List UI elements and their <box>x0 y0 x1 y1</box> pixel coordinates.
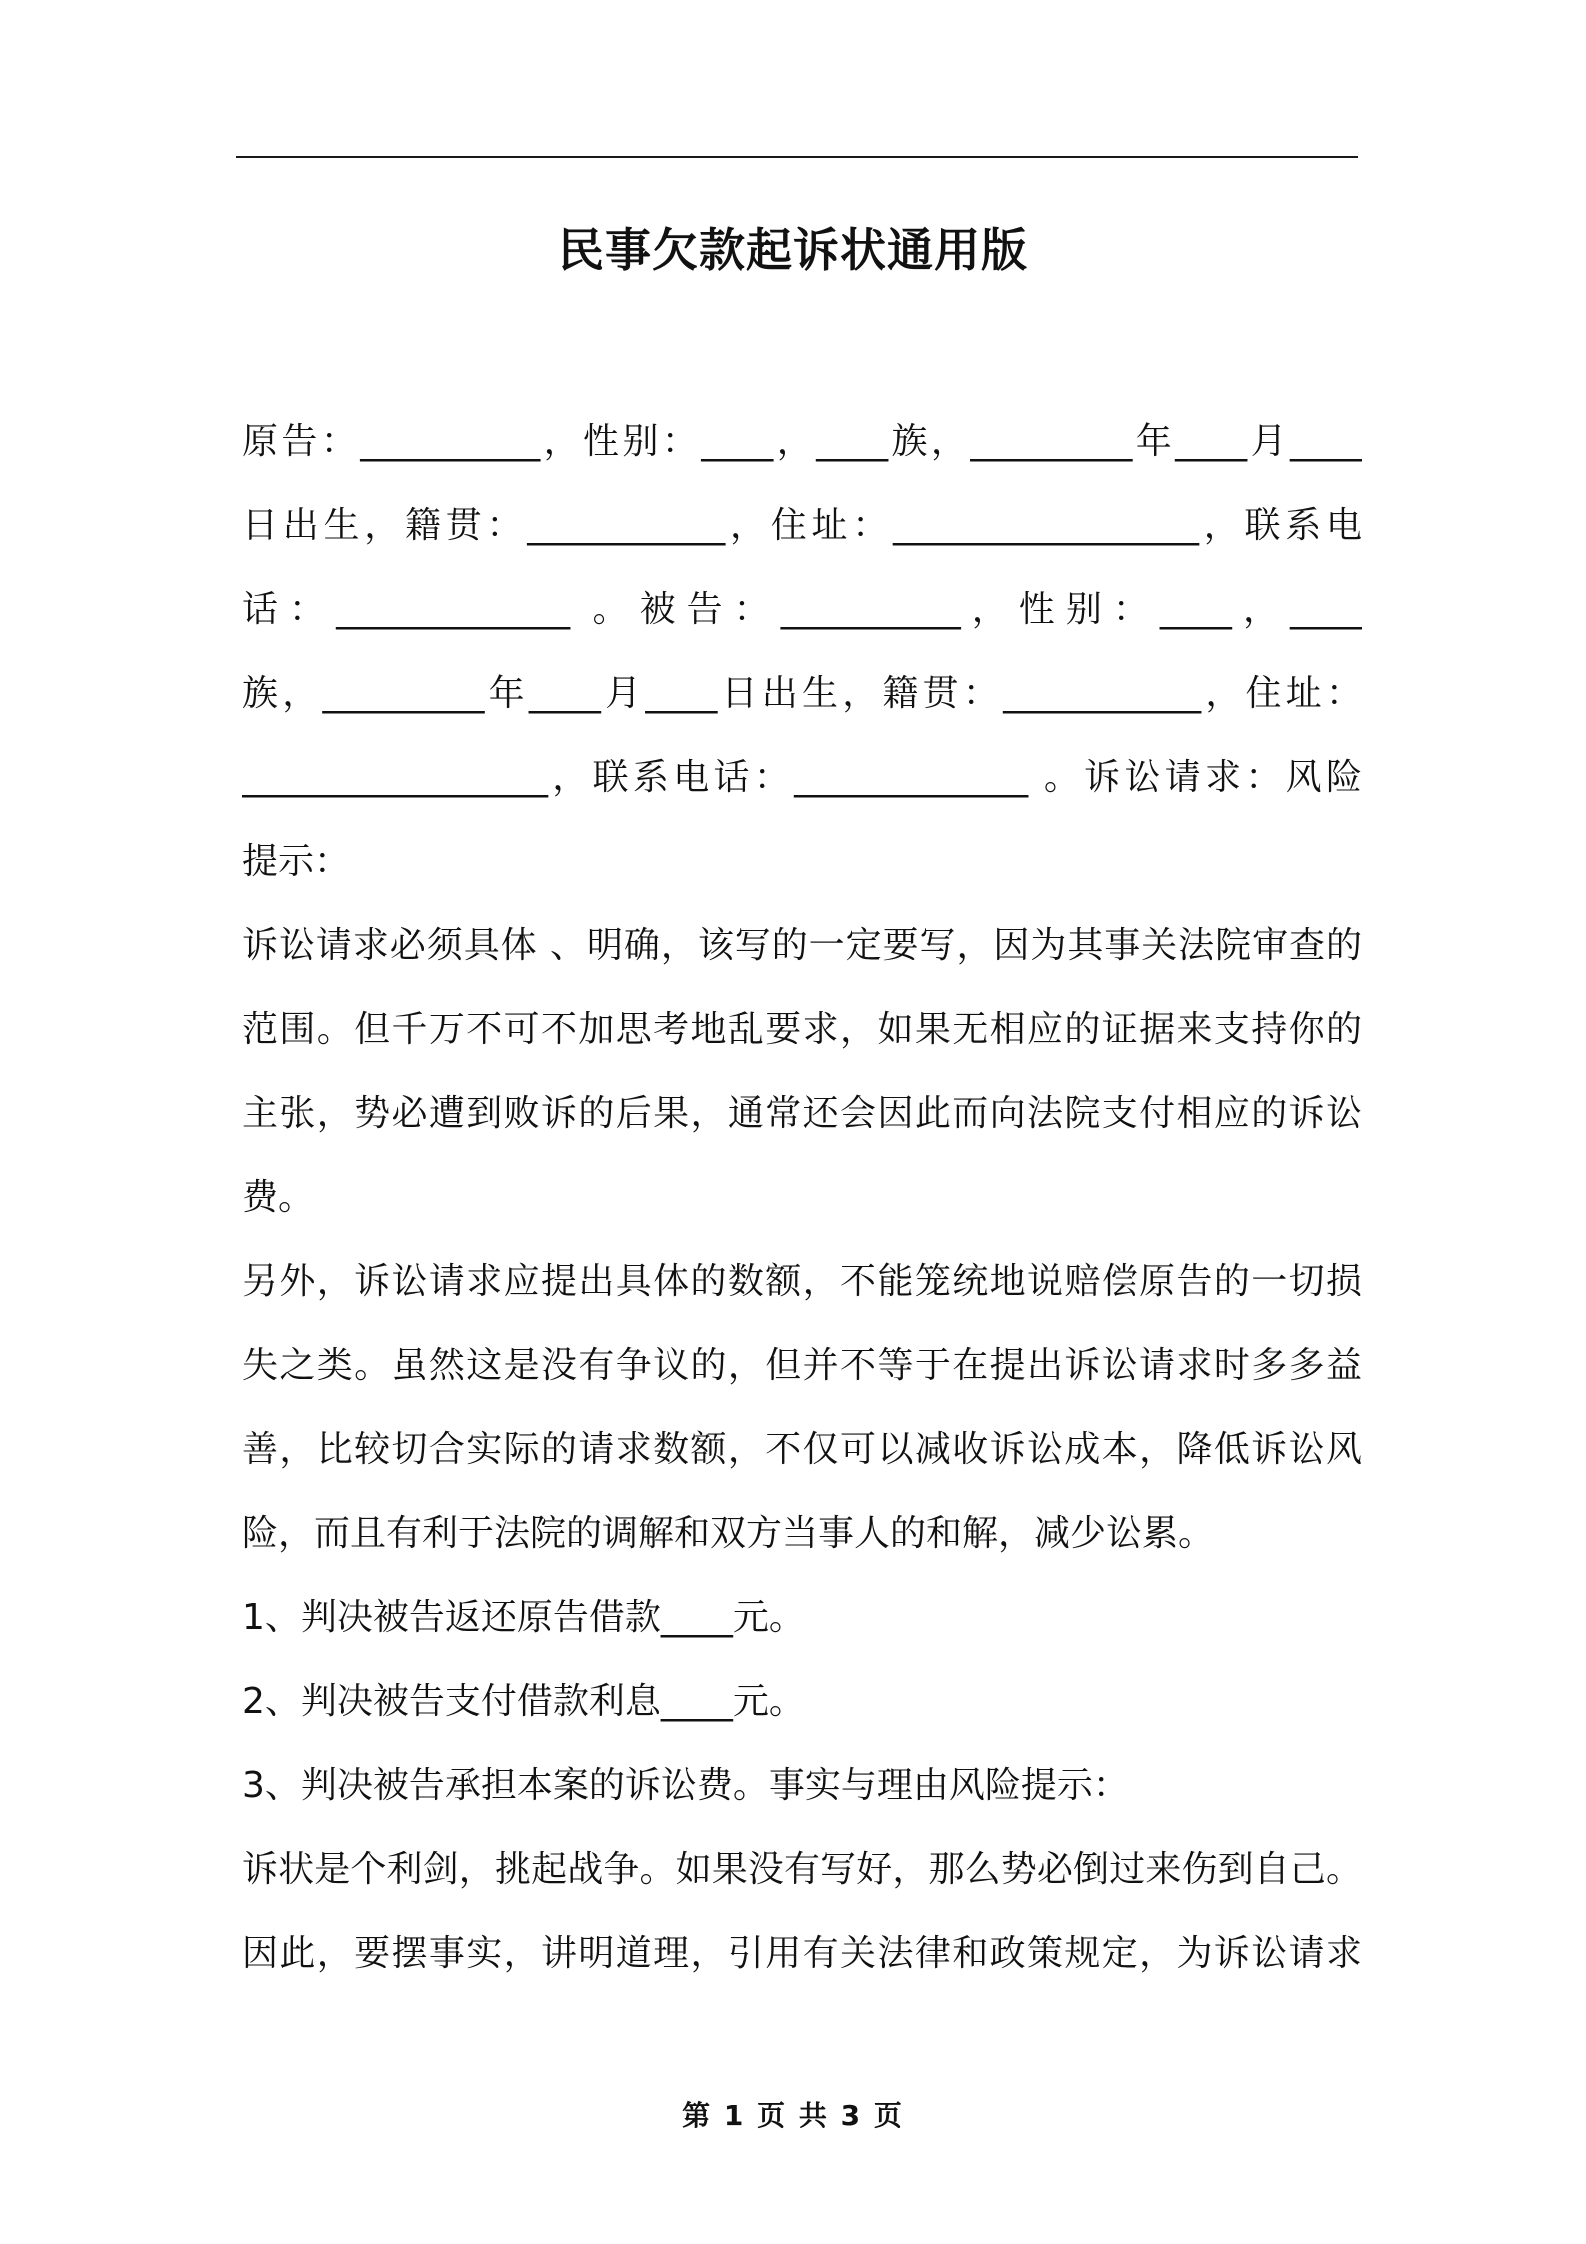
header-rule <box>236 156 1358 158</box>
body-line: 失之类。虽然这是没有争议的，但并不等于在提出诉讼请求时多多益 <box>242 1345 1362 1386</box>
document-title: 民事欠款起诉状通用版 <box>558 223 1028 277</box>
body-line: 3、判决被告承担本案的诉讼费。事实与理由风险提示： <box>242 1765 1129 1806</box>
body-line: 原告：__________，性别：____，____族，_________年____月____ <box>242 421 1362 462</box>
page-footer: 第 1 页 共 3 页 <box>682 2099 904 2132</box>
body-line: _________________，联系电话：_____________ 。诉讼请求：风险 <box>242 757 1362 798</box>
body-line: 因此，要摆事实，讲明道理，引用有关法律和政策规定，为诉讼请求 <box>242 1933 1362 1974</box>
body-line: 族，_________年____月____日出生，籍贯：___________，住址： <box>242 673 1362 714</box>
body-line: 提示： <box>242 841 351 882</box>
body-line: 险，而且有利于法院的调解和双方当事人的和解，减少讼累。 <box>242 1513 1215 1554</box>
document-body <box>242 400 1362 1996</box>
body-line: 诉讼请求必须具体 、明确，该写的一定要写，因为其事关法院审查的 <box>242 925 1362 966</box>
body-line: 2、判决被告支付借款利息____元。 <box>242 1681 805 1722</box>
body-line: 善，比较切合实际的请求数额，不仅可以减收诉讼成本，降低诉讼风 <box>242 1429 1362 1470</box>
body-line: 另外，诉讼请求应提出具体的数额，不能笼统地说赔偿原告的一切损 <box>242 1261 1362 1302</box>
body-line: 日出生，籍贯：___________，住址：_________________，联系电 <box>242 505 1362 546</box>
body-line: 1、判决被告返还原告借款____元。 <box>242 1597 805 1638</box>
body-line: 诉状是个利剑，挑起战争。如果没有写好，那么势必倒过来伤到自己。 <box>242 1849 1362 1890</box>
body-line: 主张，势必遭到败诉的后果，通常还会因此而向法院支付相应的诉讼 <box>242 1093 1362 1134</box>
body-line: 费。 <box>242 1177 315 1218</box>
body-line: 范围。但千万不可不加思考地乱要求，如果无相应的证据来支持你的 <box>242 1009 1362 1050</box>
body-line: 话：_____________ 。被告：__________，性别：____，____ <box>242 589 1362 630</box>
